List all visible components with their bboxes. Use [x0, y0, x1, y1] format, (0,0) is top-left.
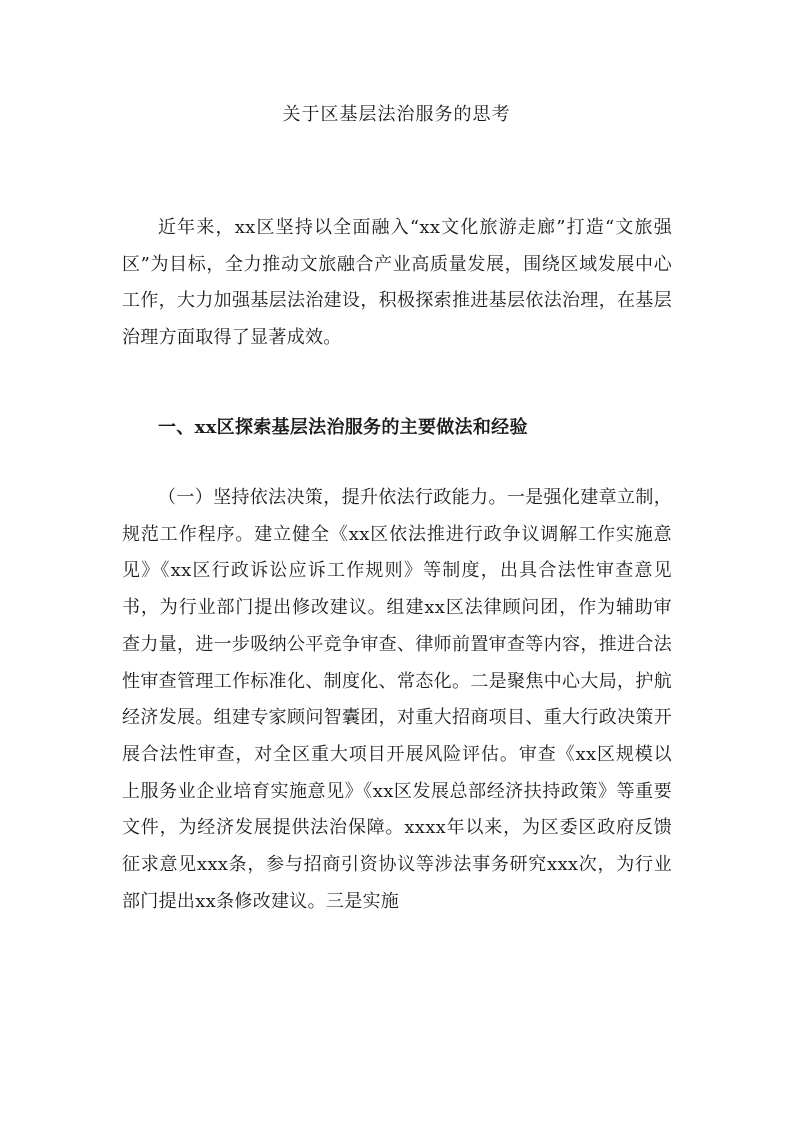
intro-paragraph: 近年来，xx区坚持以全面融入“xx文化旅游走廊”打造“文旅强区”为目标，全力推动文旅融合产业高质量发展，围绕区域发展中心工作，大力加强基层法治建设，积极探索推进基层依法治理，在基层治理方面取得了显著成效。 — [122, 217, 672, 349]
document-title: 关于区基层法治服务的思考 — [282, 104, 511, 125]
section-heading: 一、xx区探索基层法治服务的主要做法和经验 — [158, 417, 528, 438]
body-paragraph: （一）坚持依法决策，提升依法行政能力。一是强化建章立制，规范工作程序。建立健全《xx区依法推进行政争议调解工作实施意见》《xx区行政诉讼应诉工作规则》等制度，出具合法性审查意见书，为行业部门提出修改建议。组建xx区法律顾问团，作为辅助审查力量，进一步吸纳公平竞争审查、律师前置审查等内容，推进合法性审查管理工作标准化、制度化、常态化。二是聚焦中心大局，护航经济发展。组建专家顾问智囊团，对重大招商项目、重大行政决策开展合法性审查，对全区重大项目开展风险评估。审查《xx区规模以上服务业企业培育实施意见》《xx区发展总部经济扶持政策》等重要文件，为经济发展提供法治保障。xxxx年以来，为区委区政府反馈征求意见xxx条，参与招商引资协议等涉法事务研究xxx次，为行业部门提出xx条修改建议。三是实施 — [122, 487, 672, 912]
